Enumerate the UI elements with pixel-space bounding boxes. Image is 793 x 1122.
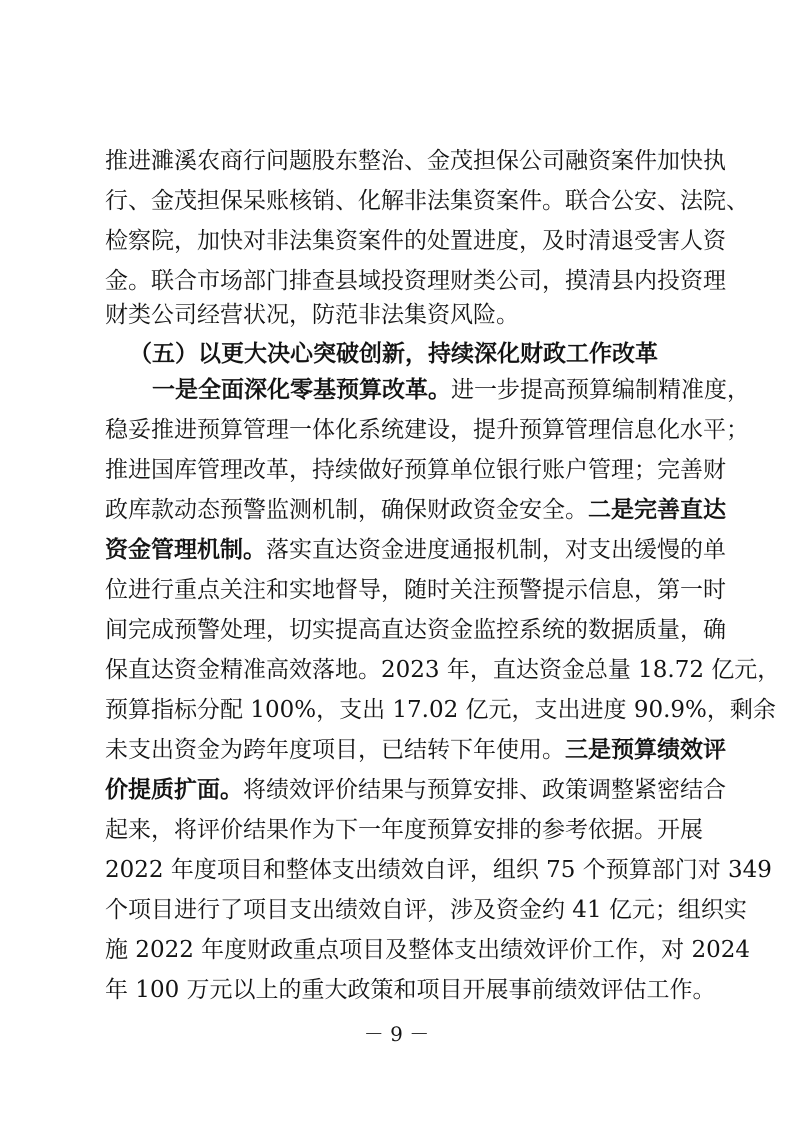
- text-line: 推进濉溪农商行问题股东整治、金茂担保公司融资案件加快执: [105, 148, 726, 174]
- text-line: 推进国库管理改革，持续做好预算单位银行账户管理；完善财: [105, 457, 726, 483]
- text-run: 进一步提高预算编制精准度，: [451, 377, 750, 403]
- text-line: 稳妥推进预算管理一体化系统建设，提升预算管理信息化水平；: [105, 417, 749, 443]
- text-line: 检察院，加快对非法集资案件的处置进度，及时清退受害人资: [105, 228, 726, 254]
- text-line: 施 2022 年度财政重点项目及整体支出绩效评价工作，对 2024: [105, 937, 750, 963]
- text-line: 个项目进行了项目支出绩效自评，涉及资金约 41 亿元；组织实: [105, 897, 747, 923]
- section-heading: （五）以更大决心突破创新，持续深化财政工作改革: [129, 341, 658, 367]
- bold-lead: 二是完善直达: [588, 497, 726, 523]
- text-line: 2022 年度项目和整体支出绩效自评，组织 75 个预算部门对 349: [105, 857, 772, 883]
- text-line: 间完成预警处理，切实提高直达资金监控系统的数据质量，确: [105, 617, 726, 643]
- text-run: 将绩效评价结果与预算安排、政策调整紧密结合: [243, 777, 726, 803]
- bold-lead: 资金管理机制。: [105, 537, 266, 563]
- text-line: 预算指标分配 100%，支出 17.02 亿元，支出进度 90.9%，剩余: [105, 697, 776, 723]
- text-line: 财类公司经营状况，防范非法集资风险。: [105, 302, 519, 328]
- text-line: 年 100 万元以上的重大政策和项目开展事前绩效评估工作。: [105, 977, 716, 1003]
- text-line: [105, 530, 726, 570]
- text-run: 政库款动态预警监测机制，确保财政资金安全。: [105, 497, 588, 523]
- page-number: － 9 －: [363, 1022, 430, 1046]
- text-line: [105, 730, 726, 770]
- text-line: [105, 770, 726, 810]
- text-line: 金。联合市场部门排查县域投资理财类公司，摸清县内投资理: [105, 268, 726, 294]
- bold-lead: 一是全面深化零基预算改革。: [152, 377, 451, 403]
- text-run: 未支出资金为跨年度项目，已结转下年使用。: [105, 737, 565, 763]
- text-line: [152, 370, 750, 410]
- text-line: 行、金茂担保呆账核销、化解非法集资案件。联合公安、法院、: [105, 188, 749, 214]
- text-line: [105, 490, 726, 530]
- text-line: 起来，将评价结果作为下一年度预算安排的参考依据。开展: [105, 817, 703, 843]
- text-run: 落实直达资金进度通报机制，对支出缓慢的单: [266, 537, 726, 563]
- bold-lead: 价提质扩面。: [105, 777, 243, 803]
- bold-lead: 三是预算绩效评: [565, 737, 726, 763]
- text-line: 保直达资金精准高效落地。2023 年，直达资金总量 18.72 亿元，: [105, 657, 781, 683]
- text-line: 位进行重点关注和实地督导，随时关注预警提示信息，第一时: [105, 577, 726, 603]
